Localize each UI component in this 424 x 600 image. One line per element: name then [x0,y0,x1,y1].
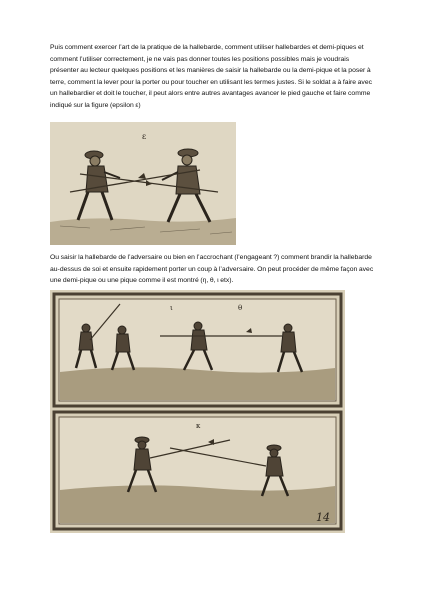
figure-mark-epsilon: ε [142,132,147,141]
paragraph-second: Ou saisir la hallebarde de l’adversaire ou bien en l’accrochant (l’engageant ?) comment brandir la hallebarde au-dessus de soi et ensuite rapidement porter un coup à l’adversaire. On peut procéder de même façon avec une demi-pique ou une pique comme il est montré (η, θ, ι etx). [50,254,374,284]
engraving-halberd-duel [50,122,236,245]
plate-number: 14 [316,511,330,524]
figure-mark-kappa: κ [196,422,201,430]
figure-mark-iota: ι [170,304,173,312]
paragraph-intro: Puis comment exercer l’art de la pratique de la hallebarde, comment utiliser hallebardes et demi-piques et comment l’utiliser correctement, je ne vais pas donner toutes les positions possibles mais je voudrais présenter au lecteur quelques positions et les manières de saisir la hallebarde ou la demi-pique et la poser à terre, comment la lever pour la porter ou pour toucher en utilisant les termes justes. Si le soldat a à faire avec un hallebardier et doit le toucher, il peut alors entre autres avantages avancer le pied gauche et faire comme indiqué sur la figure (epsilon ε) [50,44,372,109]
engraving-polearm-plates [50,290,345,533]
figure-mark-theta: θ [238,304,243,312]
